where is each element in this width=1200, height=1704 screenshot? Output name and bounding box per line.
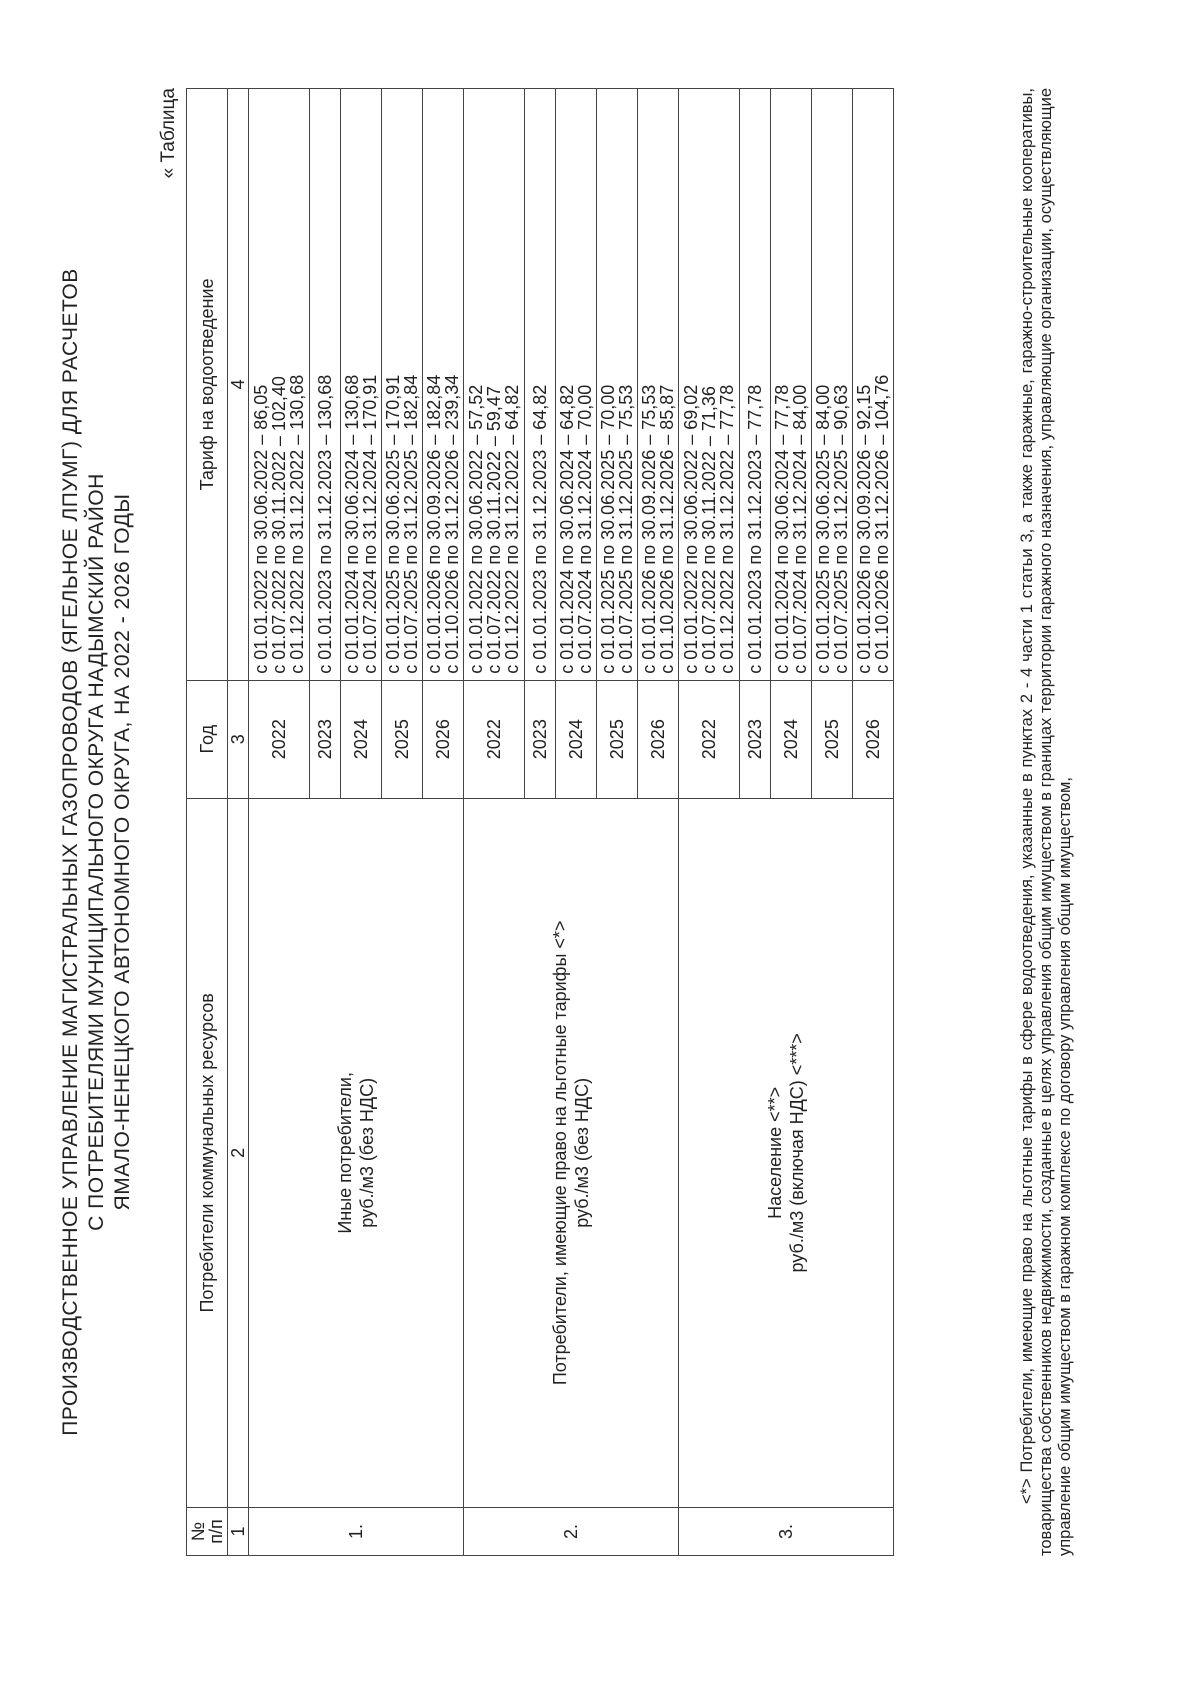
consumer-name: Население <**> (765, 1086, 785, 1219)
year-cell: 2023 (740, 680, 771, 798)
year-cell: 2023 (525, 680, 556, 798)
tariff-cell (310, 89, 341, 681)
table-row (249, 89, 310, 1556)
tariff-period: с 01.07.2022 по 30.11.2022 – 59,47 (484, 386, 504, 674)
title-line-2: С ПОТРЕБИТЕЛЯМИ МУНИЦИПАЛЬНОГО ОКРУГА НАДЫМСКИЙ РАЙОН (85, 473, 108, 1231)
column-number: 3 (228, 680, 249, 798)
column-number: 4 (228, 89, 249, 681)
year-cell: 2026 (638, 680, 679, 798)
consumer-unit: руб./м3 (без НДС) (357, 1077, 377, 1228)
tariff-period: с 01.10.2026 по 31.12.2026 – 239,34 (442, 374, 462, 674)
tariff-period: с 01.01.2024 по 30.06.2024 – 64,82 (557, 384, 577, 674)
year-cell: 2025 (597, 680, 638, 798)
tariff-period: с 01.07.2024 по 31.12.2024 – 84,00 (790, 384, 810, 674)
footnote (1018, 88, 1075, 1556)
header-consumers: Потребители коммунальных ресурсов (187, 798, 228, 1507)
consumer-name: Иные потребители, (335, 1072, 355, 1234)
consumer-unit: руб./м3 (включая НДС) <***> (787, 1033, 807, 1273)
year-cell: 2025 (382, 680, 423, 798)
consumer-category (249, 798, 464, 1507)
tariff-cell (556, 89, 597, 681)
header-year: Год (187, 680, 228, 798)
row-number: 2. (464, 1508, 679, 1556)
tariff-cell (525, 89, 556, 681)
tariff-period: с 01.10.2026 по 31.12.2026 – 104,76 (872, 374, 892, 674)
title-line-3: ЯМАЛО-НЕНЕЦКОГО АВТОНОМНОГО ОКРУГА, НА 2022 - 2026 ГОДЫ (111, 493, 134, 1211)
tariff-period: с 01.07.2022 по 30.11.2022 – 102,40 (269, 376, 289, 674)
year-cell: 2022 (464, 680, 525, 798)
tariff-cell (740, 89, 771, 681)
tariff-period: с 01.12.2022 по 31.12.2022 – 64,82 (502, 384, 522, 674)
tariff-period: с 01.07.2024 по 31.12.2024 – 70,00 (575, 384, 595, 674)
tariff-cell (423, 89, 464, 681)
table-row (679, 89, 740, 1556)
header-num: № п/п (187, 1508, 228, 1556)
row-number: 1. (249, 1508, 464, 1556)
year-cell: 2026 (423, 680, 464, 798)
column-number: 2 (228, 798, 249, 1507)
year-cell: 2024 (341, 680, 382, 798)
table-row (464, 89, 525, 1556)
tariff-period: с 01.01.2025 по 30.06.2025 – 170,91 (383, 374, 403, 674)
table-caption: « Таблица (158, 88, 179, 179)
tariff-period: с 01.01.2022 по 30.06.2022 – 69,02 (681, 384, 701, 674)
table-header-row (187, 89, 228, 1556)
tariff-table (186, 88, 894, 1556)
tariff-cell (771, 89, 812, 681)
tariff-period: с 01.12.2022 по 31.12.2022 – 77,78 (717, 384, 737, 674)
tariff-period: с 01.01.2026 по 30.09.2026 – 182,84 (424, 374, 444, 674)
consumer-name: Потребители, имеющие право на льготные тарифы <*> (550, 920, 570, 1386)
table-body (249, 89, 894, 1556)
tariff-period: с 01.07.2025 по 31.12.2025 – 182,84 (401, 374, 421, 674)
tariff-cell (679, 89, 740, 681)
tariff-period: с 01.01.2022 по 30.06.2022 – 57,52 (466, 384, 486, 674)
tariff-period: с 01.07.2025 по 31.12.2025 – 75,53 (616, 384, 636, 674)
year-cell: 2022 (249, 680, 310, 798)
tariff-period: с 01.12.2022 по 31.12.2022 – 130,68 (287, 374, 307, 674)
column-number: 1 (228, 1508, 249, 1556)
tariff-period: с 01.07.2022 по 30.11.2022 – 71,36 (699, 386, 719, 674)
tariff-period: с 01.10.2026 по 31.12.2026 – 85,87 (657, 384, 677, 674)
column-number-row (228, 89, 249, 1556)
consumer-category (679, 798, 894, 1507)
tariff-cell (382, 89, 423, 681)
tariff-period: с 01.01.2023 по 31.12.2023 – 77,78 (745, 384, 765, 674)
tariff-period: с 01.07.2024 по 31.12.2024 – 170,91 (360, 374, 380, 674)
year-cell: 2022 (679, 680, 740, 798)
tariff-cell (249, 89, 310, 681)
tariff-period: с 01.01.2023 по 31.12.2023 – 64,82 (530, 384, 550, 674)
row-number: 3. (679, 1508, 894, 1556)
year-cell: 2026 (853, 680, 894, 798)
tariff-cell (464, 89, 525, 681)
title-line-1: ПРОИЗВОДСТВЕННОЕ УПРАВЛЕНИЕ МАГИСТРАЛЬНЫХ ГАЗОПРОВОДОВ (ЯГЕЛЬНОЕ ЛПУМГ) ДЛЯ РАСЧЕТОВ (59, 268, 82, 1436)
tariff-period: с 01.01.2025 по 30.06.2025 – 84,00 (813, 384, 833, 674)
tariff-period: с 01.01.2026 по 30.09.2026 – 92,15 (854, 384, 874, 674)
tariff-period: с 01.01.2023 по 31.12.2023 – 130,68 (315, 374, 335, 674)
tariff-cell (853, 89, 894, 681)
tariff-period: с 01.01.2025 по 30.06.2025 – 70,00 (598, 384, 618, 674)
tariff-period: с 01.01.2024 по 30.06.2024 – 77,78 (772, 384, 792, 674)
header-tariff: Тариф на водоотведение (187, 89, 228, 681)
tariff-cell (812, 89, 853, 681)
year-cell: 2025 (812, 680, 853, 798)
consumer-unit: руб./м3 (без НДС) (572, 1077, 592, 1228)
tariff-period: с 01.07.2025 по 31.12.2025 – 90,63 (831, 384, 851, 674)
tariff-cell (638, 89, 679, 681)
year-cell: 2024 (556, 680, 597, 798)
consumer-category (464, 798, 679, 1507)
tariff-cell (341, 89, 382, 681)
footnote-text: <*> Потребители, имеющие право на льготные тарифы в сфере водоотведения, указанные в пунктах 2 - 4 части 1 статьи 3, а также гаражные, гаражно-строительные кооперативы, товарищества собственников недвижимости, созданные в целях управления общим имуществом в границах территории гаражного назначения, управляющие организации, осуществляющие управление общим имуществом в гаражном комплексе по договору управления общим имуществом, (1018, 88, 1074, 1556)
tariff-cell (597, 89, 638, 681)
tariff-period: с 01.01.2022 по 30.06.2022 – 86,05 (251, 384, 271, 674)
year-cell: 2023 (310, 680, 341, 798)
tariff-period: с 01.01.2026 по 30.09.2026 – 75,53 (639, 384, 659, 674)
document-title (58, 0, 136, 1704)
tariff-period: с 01.01.2024 по 30.06.2024 – 130,68 (342, 374, 362, 674)
year-cell: 2024 (771, 680, 812, 798)
